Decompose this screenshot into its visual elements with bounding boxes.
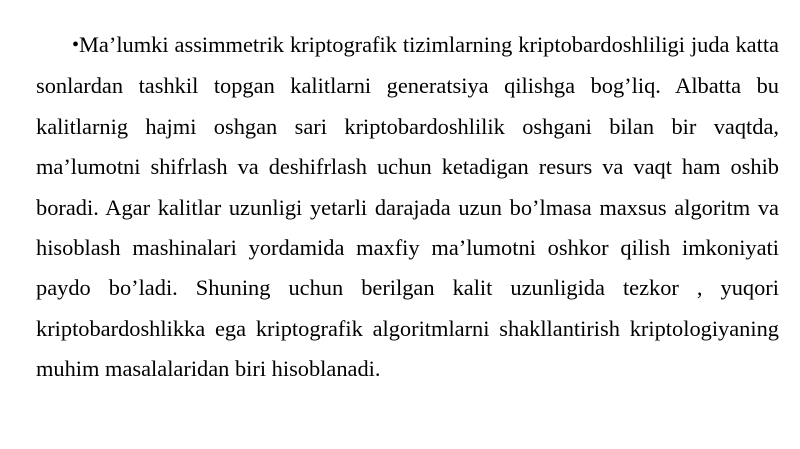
bullet-paragraph <box>36 25 779 390</box>
document-body <box>36 25 779 390</box>
bullet-icon: • <box>72 34 80 56</box>
paragraph-text: Ma’lumki assimmetrik kriptografik tizimlarning kriptobardoshliligi juda katta sonlardan tashkil topgan kalitlarni generatsiya qilishga bog’liq. Albatta bu kalitlarnig hajmi oshgan sari kriptobardoshlilik oshgani bilan bir vaqtda, ma’lumotni shifrlash va deshifrlash uchun ketadigan resurs va vaqt ham oshib boradi. Agar kalitlar uzunligi yetarli darajada uzun bo’lmasa maxsus algoritm va hisoblash mashinalari yordamida maxfiy ma’lumotni oshkor qilish imkoniyati paydo bo’ladi. Shuning uchun berilgan kalit uzunligida tezkor , yuqori kriptobardoshlikka ega kriptografik algoritmlarni shakllantirish kriptologiyaning muhim masalalaridan biri hisoblanadi. <box>36 32 779 382</box>
